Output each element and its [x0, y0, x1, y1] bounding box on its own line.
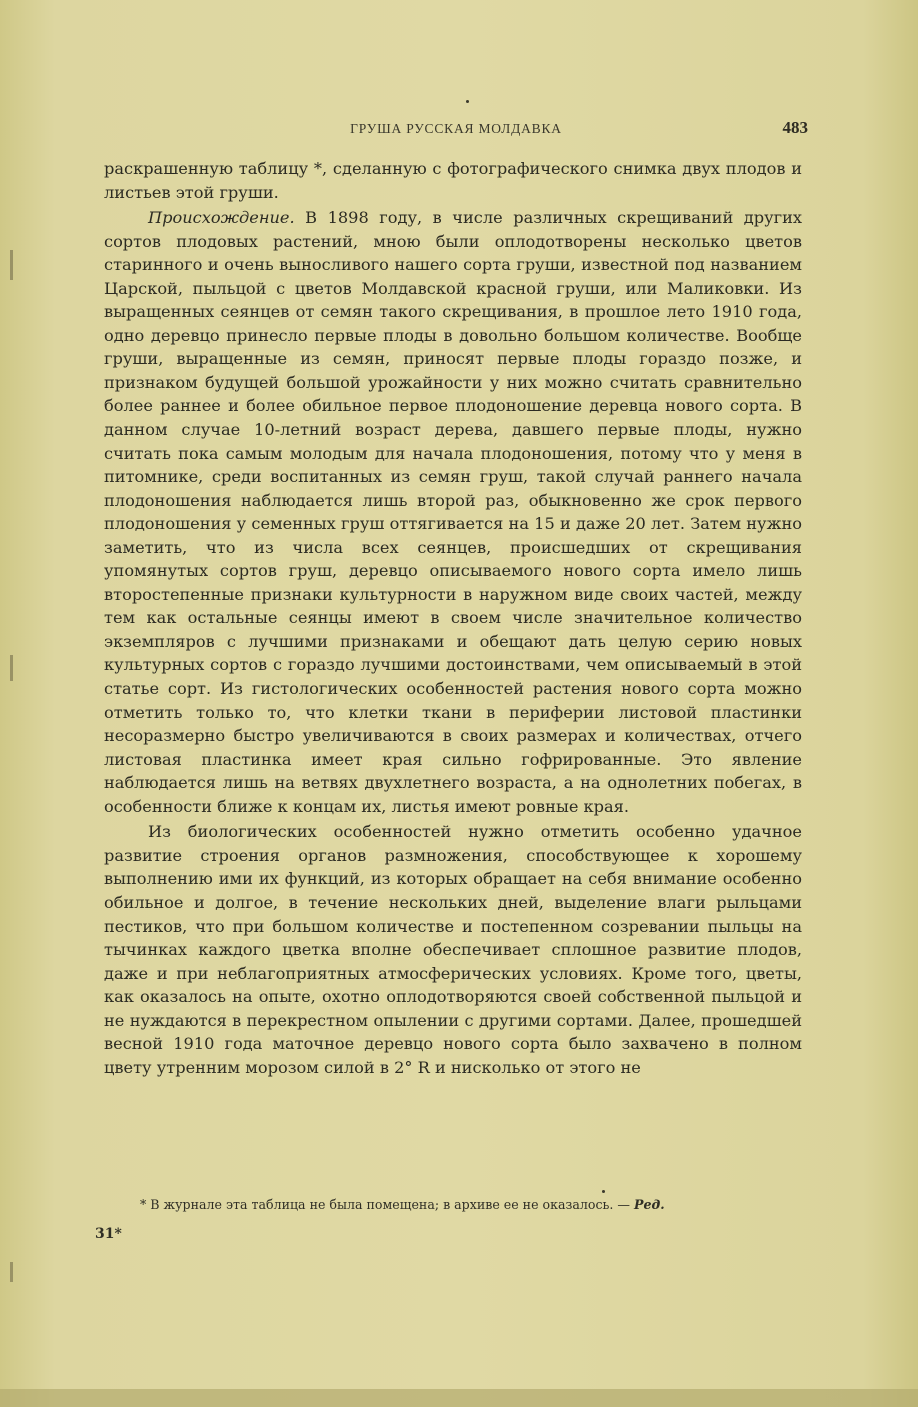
- printer-signature: 31*: [95, 1226, 122, 1242]
- footnote-text: * В журнале эта таблица не была помещена; в архиве ее не оказалось. —: [140, 1197, 634, 1212]
- running-title: ГРУША РУССКАЯ МОЛДАВКА: [350, 121, 562, 136]
- paragraph: [104, 820, 802, 1079]
- page-edge-mark: [10, 655, 13, 681]
- print-speck: [466, 100, 469, 103]
- page-header: [104, 118, 808, 140]
- paragraph-text: В 1898 году, в числе различных скрещиваний других сортов плодовых растений, мною были оплодотворены несколько цветов старинного и очень выносливого нашего сорта груши, известной под названием Царской, пыльцой с цветов Молдавской красной груши, или Маликовки. Из выращенных сеянцев от семян такого скрещивания, в прошлое лето 1910 года, одно деревцо принесло первые плоды в довольно большом количестве. Вообще груши, выращенные из семян, приносят первые плоды гораздо позже, и признаком будущей большой урожайности у них можно считать сравнительно более раннее и более обильное первое плодоношение деревца нового сорта. В данном случае 10-летний возраст дерева, давшего первые плоды, нужно считать пока самым молодым для начала плодоношения, потому что у меня в питомнике, среди воспитанных из семян груш, такой случай раннего начала плодоношения наблюдается лишь второй раз, обыкновенно же срок первого плодоношения у семенных груш оттягивается на 15 и даже 20 лет. Затем нужно заметить, что из числа всех сеянцев, происшедших от скрещивания упомянутых сортов груш, деревцо описываемого нового сорта имело лишь второстепенные признаки культурности в наружном виде своих частей, между тем как остальные сеянцы имеют в своем числе значительное количество экземпляров с лучшими признаками и обещают дать целую серию новых культурных сортов с гораздо лучшими достоинствами, чем описываемый в этой статье сорт. Из гистологических особенностей растения нового сорта можно отметить только то, что клетки ткани в периферии листовой пластинки несоразмерно быстро увеличиваются в своих размерах и количествах, отчего листовая пластинка имеет края сильно гофрированные. Это явление наблюдается лишь на ветвях двухлетнего возраста, а на однолетних побегах, в особенности ближе к концам их, листья имеют ровные края.: [104, 208, 802, 816]
- paragraph: [104, 157, 802, 204]
- main-text: [104, 157, 802, 1079]
- paragraph-origin: [104, 206, 802, 818]
- paragraph-text: Из биологических особенностей нужно отметить особенно удачное развитие строения органов размножения, способствующее к хорошему выполнению ими их функций, из которых обращает на себя внимание особенно обильное и долгое, в течение нескольких дней, выделение влаги рыльцами пестиков, что при большом количестве и постепенном созревании пыльцы на тычинках каждого цветка вполне обеспечивает сплошное развитие плодов, даже и при неблагоприятных атмосферических условиях. Кроме того, цветы, как оказалось на опыте, охотно оплодотворяются своей собственной пыльцой и не нуждаются в перекрестном опылении с другими сортами. Далее, прошедшей весной 1910 года маточное деревцо нового сорта было захвачено в полном цвету утренним морозом силой в 2° R и нисколько от этого не: [104, 822, 802, 1077]
- footnote-editor: Ред.: [633, 1197, 665, 1212]
- page-edge-mark: [10, 250, 13, 280]
- page-bottom-edge: [0, 1389, 918, 1407]
- section-lead: Происхождение.: [148, 208, 295, 228]
- page-number: 483: [782, 118, 808, 137]
- paragraph-text: раскрашенную таблицу *, сделанную с фотографического снимка двух плодов и листьев этой груши.: [104, 159, 802, 202]
- print-speck: [602, 1190, 605, 1193]
- page-edge-mark: [10, 1262, 13, 1282]
- footnote: [140, 1196, 808, 1214]
